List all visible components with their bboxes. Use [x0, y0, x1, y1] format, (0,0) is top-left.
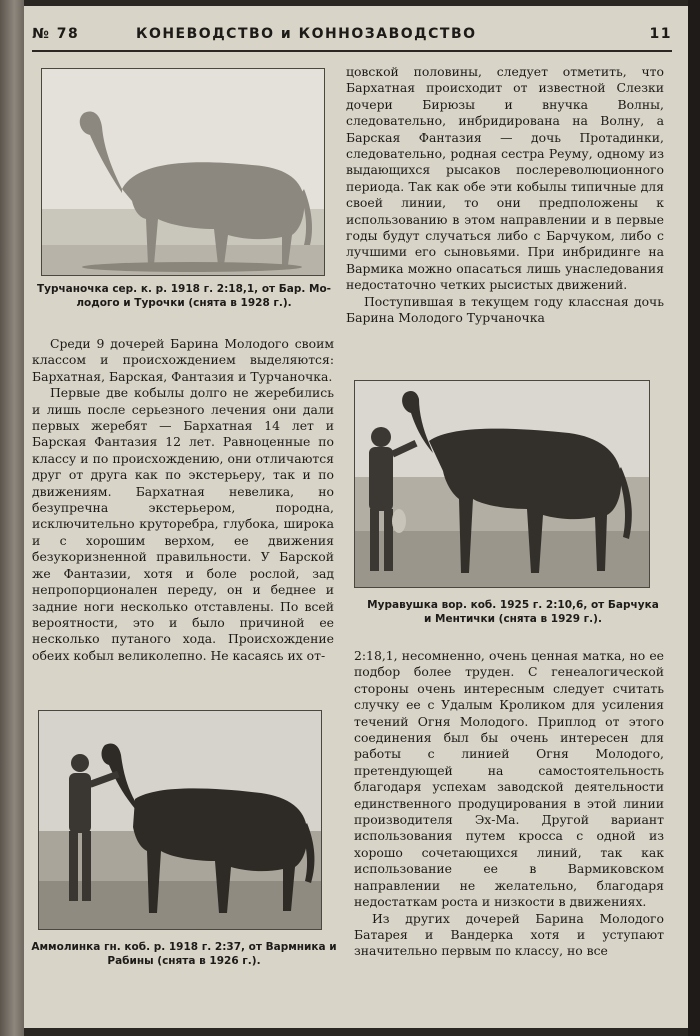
photo-turchanochka — [41, 68, 325, 276]
page-header — [32, 22, 672, 48]
paragraph: Первые две кобылы долго не жеребились и лишь после серьезного лечения они дали первых жеребят — Бархатная 14 лет и Барская Фантазия 12 лет. Равноценные по классу и по происхождению, они отличаются друг от друга как по экстерьеру, так и по движениям. Бархатная невелика, но безупречна экстерьером, породна, исключительно круторебра, глубока, широка и с хорошим верхом, ее движения безукоризненной правильности. У Барской же Фантазии, хотя и боле рослой, зад непропорционален переду, он и беднее и задние ноги несколько отставлены. По всей вероятности, это и было причиной ее несколько путаного хода. Происхождение обеих кобыл великолепно. Не касаясь их от- — [32, 385, 334, 663]
caption-line: Аммолинка гн. коб. р. 1918 г. 2:37, от Вармника и — [31, 941, 337, 953]
paragraph: цовской половины, следует отметить, что Бархатная происходит от известной Слезки дочери Бирюзы и внучка Волны, следовательно, инбридирована на Волну, а Барская Фантазия — дочь Протадинки, следовательно, родная сестра Реуму, одному из выдающихся рысаков послереволюционного периода. Так как обе эти кобылы типичные для своей линии, то они предположены к использованию в этом направлении и в первые годы будут случаться либо с Барчуком, либо с лучшими его сыновьями. При инбридинге на Вармика можно опасаться лишь унаследования недостаточно четких рысистых движений. — [346, 64, 664, 293]
photo-ammolinka — [38, 710, 322, 930]
photo-muravushka — [354, 380, 650, 588]
caption-line: Рабины (снята в 1926 г.). — [107, 955, 261, 967]
paragraph: Среди 9 дочерей Барина Молодого своим классом и происхождением выделяются: Бархатная, Барская, Фантазия и Турчаночка. — [32, 336, 334, 384]
paragraph: 2:18,1, несомненно, очень ценная матка, но ее подбор более труден. С генеалогической стороны очень интересным следует считать случку ее с Удалым Кроликом для усиления течений Огня Молодого. Приплод от этого соединения был бы очень интересен для работы с линией Огня Молодого, претендующей на самостоятельность благодаря успехам заводской деятельности единственного продуцирования в этой линии производителя Эх-Ма. Другой вариант использования путем кросса с одной из хорошо сочетающихся линий, так как использование ее в Вармиковском направлении не желательно, благодаря недостаткам роста и низкости в движениях. — [354, 648, 664, 910]
caption-line: и Ментички (снята в 1929 г.). — [424, 613, 602, 625]
page-number: 11 — [649, 26, 672, 42]
photo2-caption — [348, 598, 678, 626]
right-column-top-text — [346, 64, 664, 327]
magazine-page — [24, 6, 688, 1028]
book-edge-shadow — [688, 0, 700, 1036]
header-rule — [32, 50, 672, 52]
photo1-caption — [28, 282, 340, 310]
photo3-caption — [28, 940, 340, 968]
paragraph: Поступившая в текущем году классная дочь Барина Молодого Турчаночка — [346, 293, 664, 326]
journal-title: КОНЕВОДСТВО и КОННОЗАВОДСТВО — [136, 26, 477, 42]
right-column-bottom-text — [354, 648, 664, 960]
left-column-text — [32, 336, 334, 664]
issue-number: № 78 — [32, 26, 80, 42]
paragraph: Из других дочерей Барина Молодого Батарея и Вандерка хотя и уступают значительно первым по классу, но все — [354, 910, 664, 959]
caption-line: Муравушка вор. коб. 1925 г. 2:10,6, от Барчука — [367, 599, 659, 611]
caption-line: лодого и Турочки (снята в 1928 г.). — [76, 297, 292, 309]
caption-line: Турчаночка сер. к. р. 1918 г. 2:18,1, от Бар. Мо- — [36, 283, 332, 295]
adjacent-page-edge — [0, 0, 24, 1036]
